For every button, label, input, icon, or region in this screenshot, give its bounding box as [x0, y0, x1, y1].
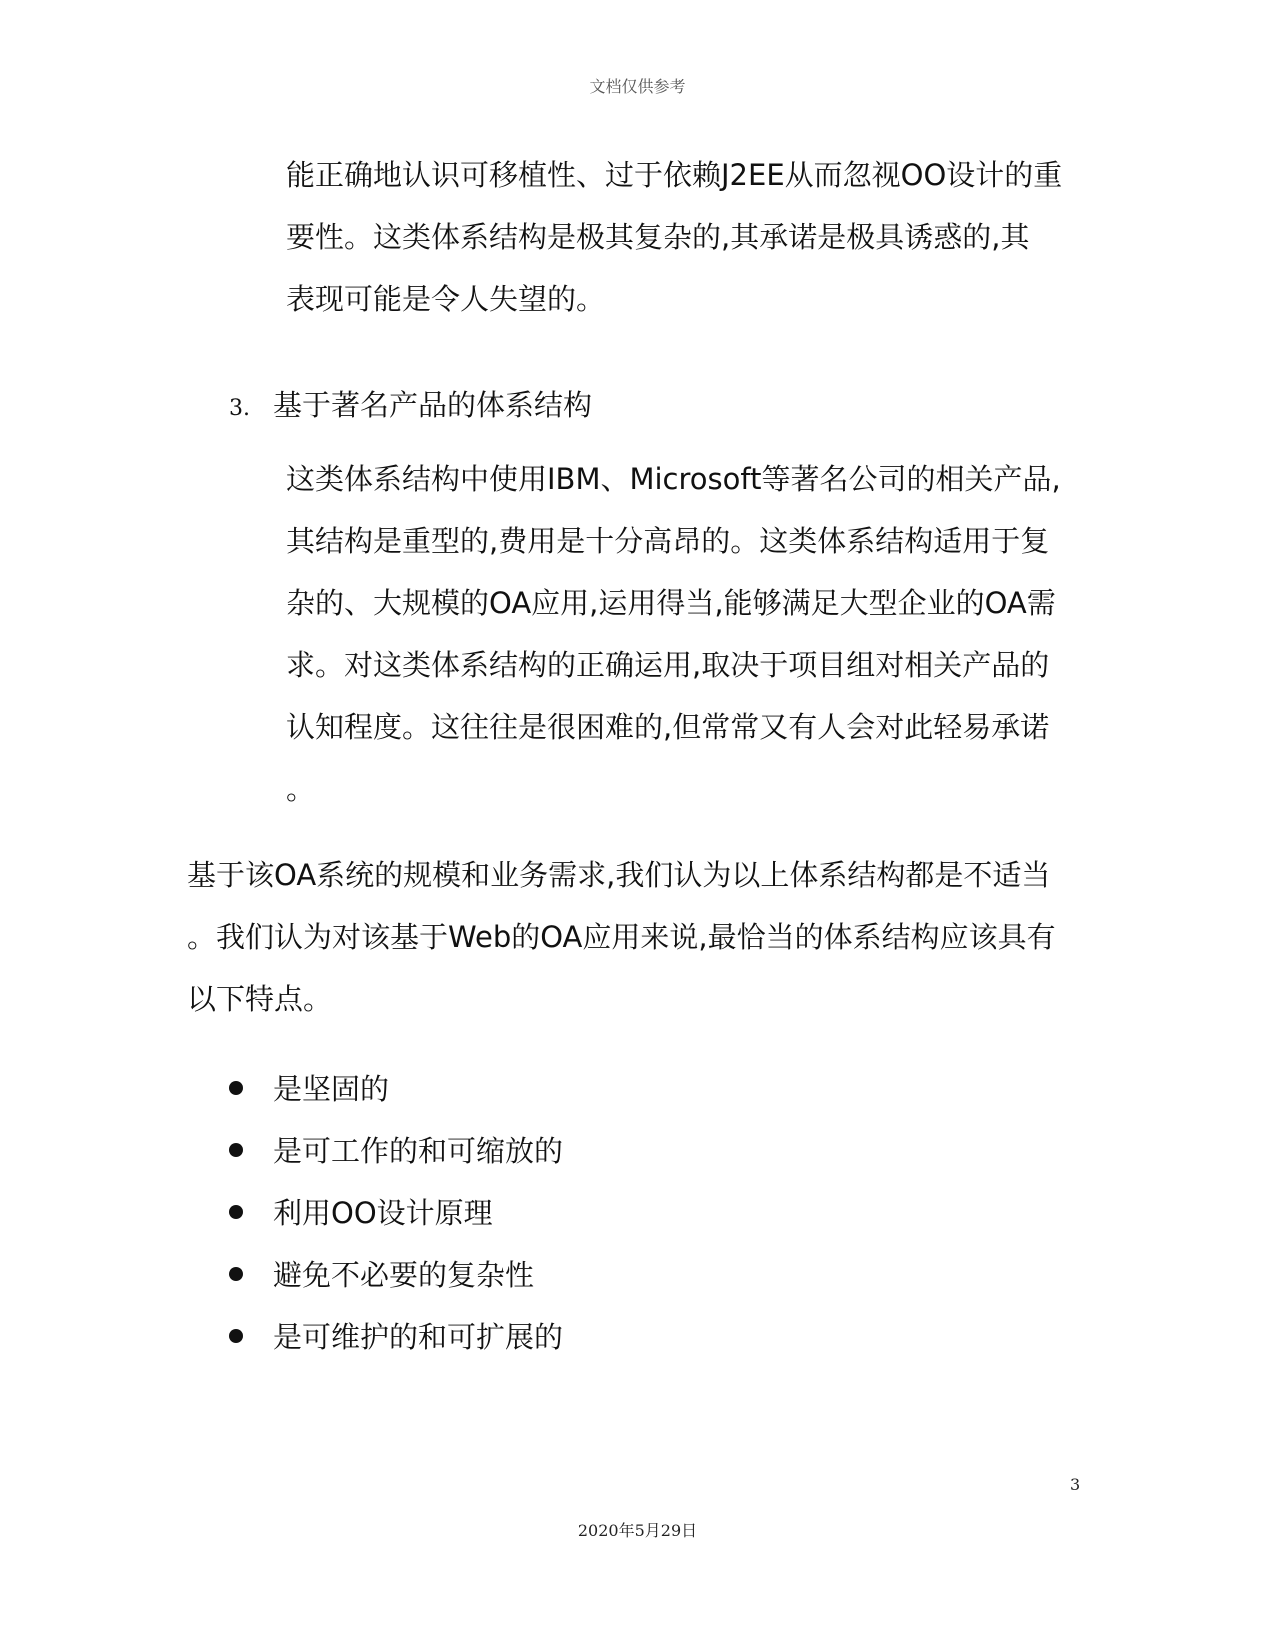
paragraph-line: 。我们认为对该基于Web的OA应用来说,最恰当的体系结构应该具有 — [187, 920, 1056, 954]
feature-text: 利用OO设计原理 — [273, 1196, 493, 1230]
bullet-icon — [229, 1143, 243, 1157]
paragraph-line: 能正确地认识可移植性、过于依赖J2EE从而忽视OO设计的重 — [286, 158, 1063, 192]
page-footer-date: 2020年5月29日 — [577, 1521, 698, 1540]
feature-list-item — [229, 1258, 534, 1292]
feature-list-item — [229, 1072, 389, 1106]
paragraph-line: 基于该OA系统的规模和业务需求,我们认为以上体系结构都是不适当 — [187, 858, 1051, 892]
feature-list-item — [229, 1320, 563, 1354]
paragraph-line: 。 — [286, 772, 316, 806]
paragraph-line: 杂的、大规模的OA应用,运用得当,能够满足大型企业的OA需 — [286, 586, 1056, 620]
feature-text: 是可工作的和可缩放的 — [273, 1134, 564, 1168]
paragraph-line: 要性。这类体系结构是极其复杂的,其承诺是极具诱惑的,其 — [286, 220, 1030, 254]
paragraph-line: 这类体系结构中使用IBM、Microsoft等著名公司的相关产品, — [286, 462, 1061, 496]
section-heading — [229, 388, 592, 426]
paragraph-line: 以下特点。 — [187, 982, 333, 1016]
feature-list-item — [229, 1196, 493, 1230]
feature-text: 是可维护的和可扩展的 — [273, 1320, 564, 1354]
bullet-icon — [229, 1205, 243, 1219]
paragraph-line: 表现可能是令人失望的。 — [286, 282, 606, 316]
paragraph-line: 认知程度。这往往是很困难的,但常常又有人会对此轻易承诺 — [286, 710, 1050, 744]
bullet-icon — [229, 1329, 243, 1343]
paragraph-line: 求。对这类体系结构的正确运用,取决于项目组对相关产品的 — [286, 648, 1050, 682]
section-number: 3. — [229, 396, 250, 421]
section-title: 基于著名产品的体系结构 — [273, 388, 593, 422]
page-header: 文档仅供参考 — [589, 77, 686, 96]
feature-list-item — [229, 1134, 563, 1168]
bullet-icon — [229, 1267, 243, 1281]
feature-text: 避免不必要的复杂性 — [273, 1258, 535, 1292]
paragraph-line: 其结构是重型的,费用是十分高昂的。这类体系结构适用于复 — [286, 524, 1050, 558]
feature-text: 是坚固的 — [273, 1072, 390, 1106]
page-number: 3 — [1070, 1475, 1081, 1494]
bullet-icon — [229, 1081, 243, 1095]
